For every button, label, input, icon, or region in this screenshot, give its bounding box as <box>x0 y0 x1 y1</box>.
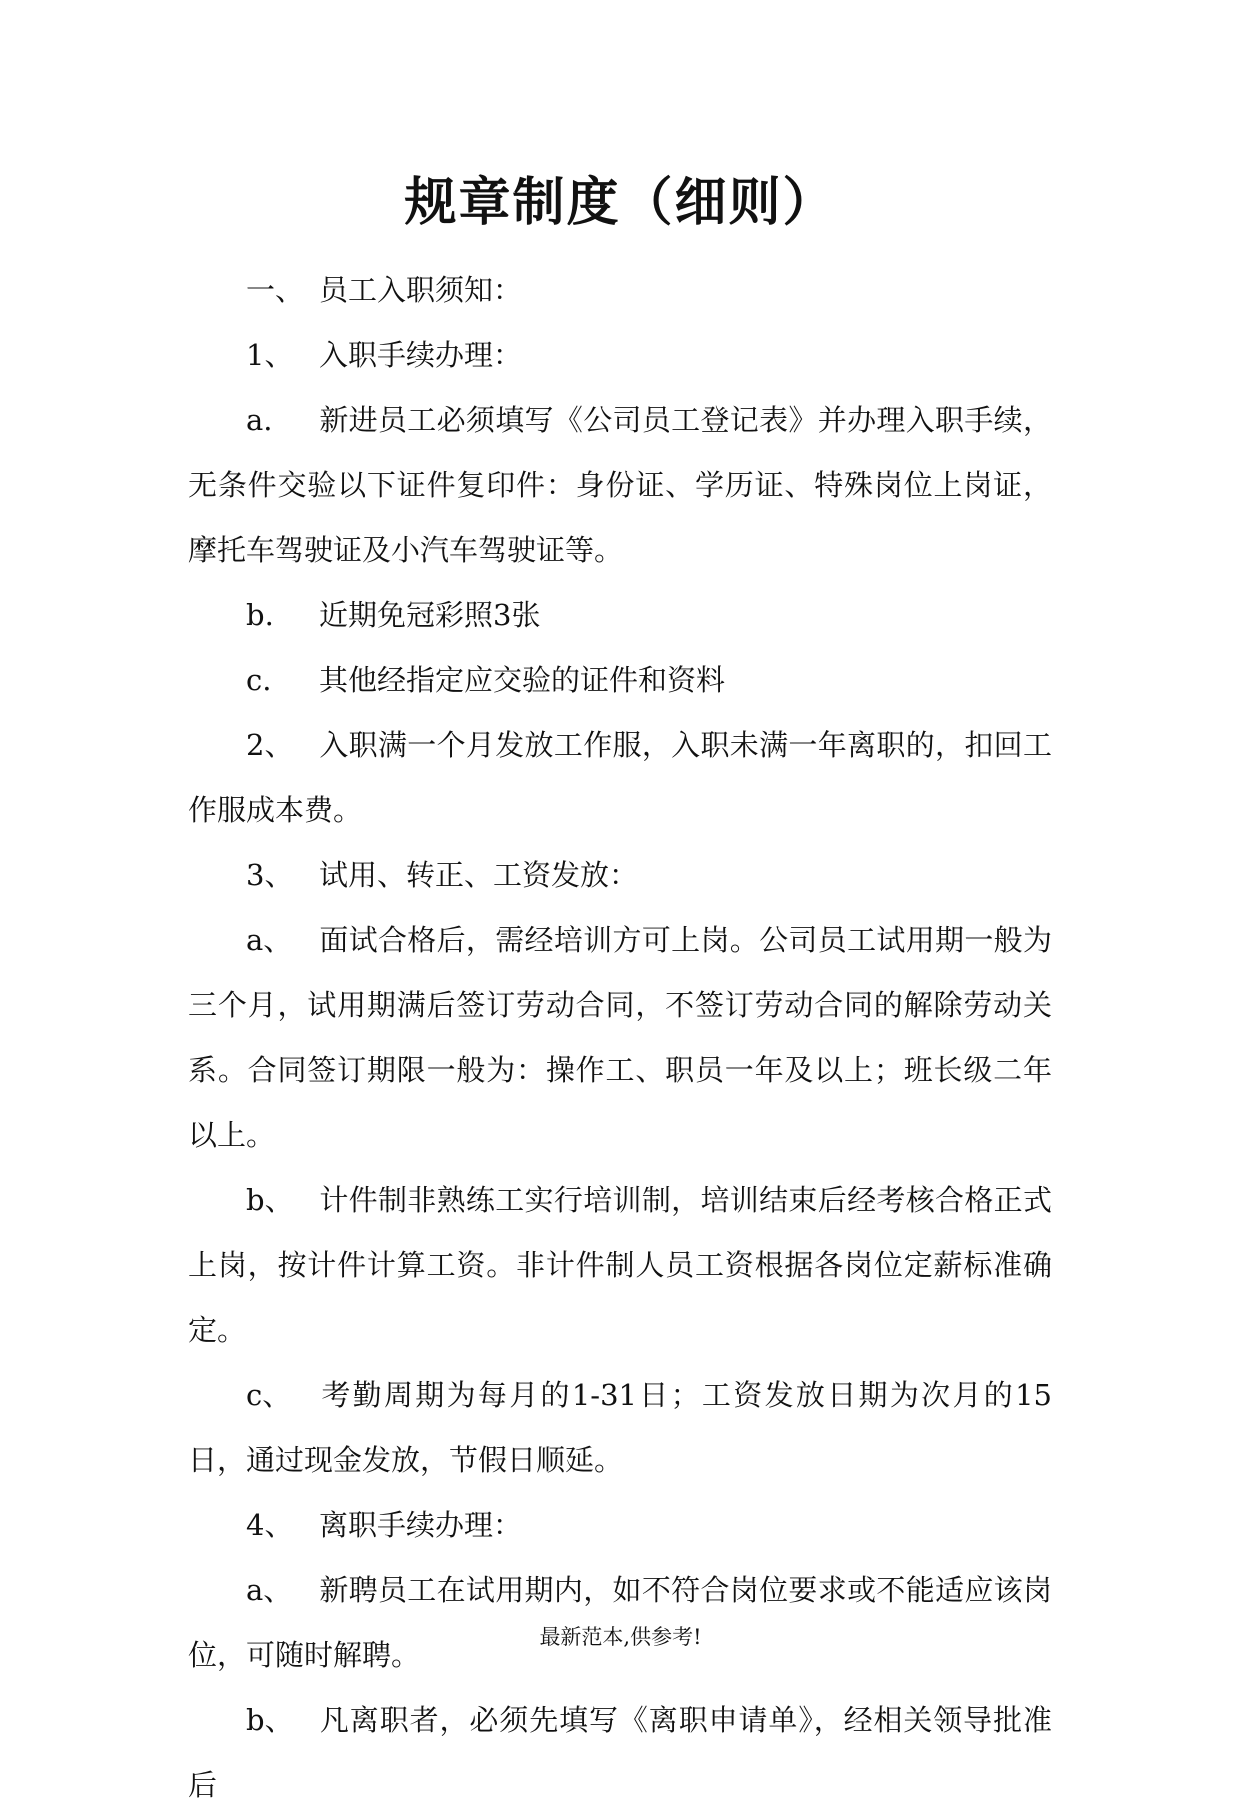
list-item <box>188 1363 1052 1493</box>
list-marker: 2、 <box>246 728 294 762</box>
list-item <box>188 583 1052 648</box>
list-item <box>188 713 1052 843</box>
list-item <box>188 388 1052 583</box>
paragraph-text: 员工入职须知： <box>319 273 523 307</box>
list-item <box>188 648 1052 713</box>
paragraph-text: 离职手续办理： <box>319 1508 523 1542</box>
list-marker: 3、 <box>246 858 294 892</box>
paragraph-text: 近期免冠彩照3张 <box>319 598 541 632</box>
list-marker: 4、 <box>246 1508 294 1542</box>
page-footer: 最新范本,供参考! <box>539 1625 702 1649</box>
list-item <box>188 843 1052 908</box>
list-item <box>188 1168 1052 1363</box>
document-title: 规章制度（细则） <box>404 172 837 233</box>
paragraph-text: 新进员工必须填写《公司员工登记表》并办理入职手续，无条件交验以下证件复印件：身份证、学历证、特殊岗位上岗证，摩托车驾驶证及小汽车驾驶证等。 <box>188 403 1052 567</box>
list-marker: a、 <box>246 923 293 957</box>
paragraph-text: 试用、转正、工资发放： <box>319 858 639 892</box>
paragraph-text: 入职手续办理： <box>319 338 523 372</box>
section-heading <box>188 258 1052 323</box>
list-marker: a. <box>246 403 273 437</box>
list-item <box>188 323 1052 388</box>
paragraph-text: 凡离职者，必须先填写《离职申请单》，经相关领导批准后 <box>188 1703 1052 1802</box>
list-item <box>188 1688 1052 1818</box>
list-item <box>188 1493 1052 1558</box>
list-marker: 一、 <box>246 273 305 307</box>
list-marker: c. <box>246 663 272 697</box>
list-marker: 1、 <box>246 338 294 372</box>
list-marker: b、 <box>246 1183 294 1217</box>
paragraph-text: 入职满一个月发放工作服，入职未满一年离职的，扣回工作服成本费。 <box>188 728 1052 827</box>
paragraph-text: 新聘员工在试用期内，如不符合岗位要求或不能适应该岗位，可随时解聘。 <box>188 1573 1052 1672</box>
list-marker: b、 <box>246 1703 294 1737</box>
paragraph-text: 考勤周期为每月的1-31日；工资发放日期为次月的15日，通过现金发放，节假日顺延。 <box>188 1378 1052 1477</box>
document-body <box>188 258 1052 1818</box>
paragraph-text: 其他经指定应交验的证件和资料 <box>319 663 726 697</box>
list-marker: c、 <box>246 1378 292 1412</box>
paragraph-text: 面试合格后，需经培训方可上岗。公司员工试用期一般为三个月，试用期满后签订劳动合同，不签订劳动合同的解除劳动关系。合同签订期限一般为：操作工、职员一年及以上；班长级二年以上。 <box>188 923 1052 1152</box>
list-marker: a、 <box>246 1573 293 1607</box>
paragraph-text: 计件制非熟练工实行培训制，培训结束后经考核合格正式上岗，按计件计算工资。非计件制人员工资根据各岗位定薪标准确定。 <box>188 1183 1052 1347</box>
list-marker: b. <box>246 598 274 632</box>
list-item <box>188 908 1052 1168</box>
